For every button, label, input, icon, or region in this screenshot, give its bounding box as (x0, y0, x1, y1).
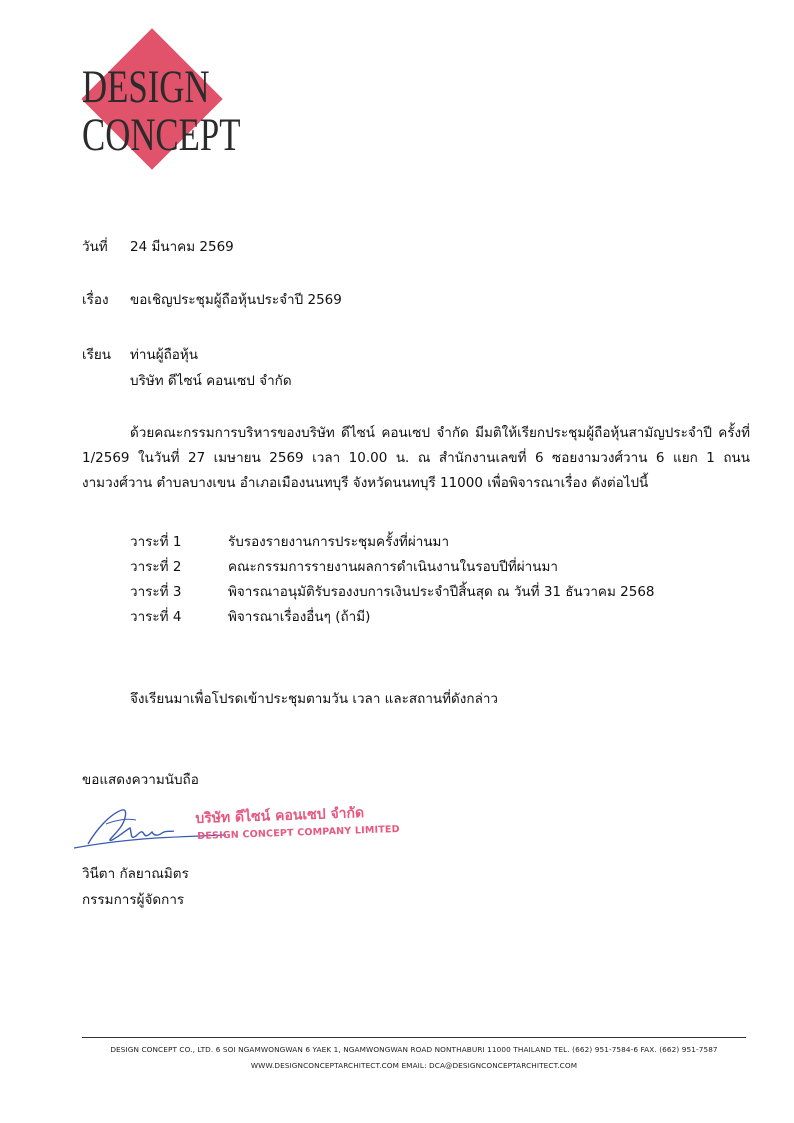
subject-label: เรื่อง (82, 292, 109, 308)
company-stamp-english: DESIGN CONCEPT COMPANY LIMITED (197, 823, 400, 842)
signer-name: วินีตา กัลยาณมิตร (82, 866, 189, 882)
date-value: 24 มีนาคม 2569 (130, 239, 234, 255)
signer-title: กรรมการผู้จัดการ (82, 892, 185, 908)
company-logo (82, 42, 242, 192)
recipient-line2: บริษัท ดีไซน์ คอนเซป จำกัด (130, 373, 292, 389)
body-paragraph: ด้วยคณะกรรมการบริหารของบริษัท ดีไซน์ คอนเซป จำกัด มีมติให้เรียกประชุมผู้ถือหุ้นสามัญประจำปี ครั้งที่ 1/2569 ในวันที่ 27 เมษายน 2569 เวลา 10.00 น. ณ สำนักงานเลขที่ 6 ซอยงามวงศ์วาน 6 แยก 1 ถนนงามวงศ์วาน ตำบลบางเขน อำเภอเมืองนนทบุรี จังหวัดนนทบุรี 11000 เพื่อพิจารณาเรื่อง ดังต่อไปนี้ (82, 425, 750, 491)
agenda-item (130, 583, 655, 608)
footer-divider (82, 1037, 746, 1038)
subject-value: ขอเชิญประชุมผู้ถือหุ้นประจำปี 2569 (130, 292, 342, 308)
footer-contact: WWW.DESIGNCONCEPTARCHITECT.COM EMAIL: DCA@DESIGNCONCEPTARCHITECT.COM (250, 1061, 578, 1070)
agenda-item (130, 558, 655, 583)
logo-text-line1: DESIGN (82, 61, 210, 113)
agenda-number: วาระที่ 2 (130, 559, 182, 575)
logo-text-line2: CONCEPT (82, 109, 241, 161)
closing-sentence: จึงเรียนมาเพื่อโปรดเข้าประชุมตามวัน เวลา และสถานที่ดังกล่าว (130, 691, 499, 707)
company-stamp-thai: บริษัท ดีไซน์ คอนเซป จำกัด (195, 805, 365, 827)
agenda-number: วาระที่ 1 (130, 534, 182, 550)
date-label: วันที่ (82, 239, 108, 255)
agenda-number: วาระที่ 3 (130, 584, 182, 600)
recipient-line1: ท่านผู้ถือหุ้น (130, 347, 199, 363)
agenda-text: พิจารณาเรื่องอื่นๆ (ถ้ามี) (228, 609, 371, 625)
recipient-label: เรียน (82, 347, 112, 363)
agenda-item (130, 608, 655, 633)
agenda-text: พิจารณาอนุมัติรับรองงบการเงินประจำปีสิ้นสุด ณ วันที่ 31 ธันวาคม 2568 (228, 584, 655, 600)
agenda-number: วาระที่ 4 (130, 609, 182, 625)
agenda-text: รับรองรายงานการประชุมครั้งที่ผ่านมา (228, 534, 450, 550)
footer-address: DESIGN CONCEPT CO., LTD. 6 SOI NGAMWONGWAN 6 YAEK 1, NGAMWONGWAN ROAD NONTHABURI 11000 THAILAND TEL. (662) 951-7584-6 FAX. (662) 951-7587 (110, 1045, 718, 1054)
complimentary-close: ขอแสดงความนับถือ (82, 772, 199, 788)
agenda-text: คณะกรรมการรายงานผลการดำเนินงานในรอบปีที่ผ่านมา (228, 559, 558, 575)
agenda-list (130, 533, 655, 633)
agenda-item (130, 533, 655, 558)
